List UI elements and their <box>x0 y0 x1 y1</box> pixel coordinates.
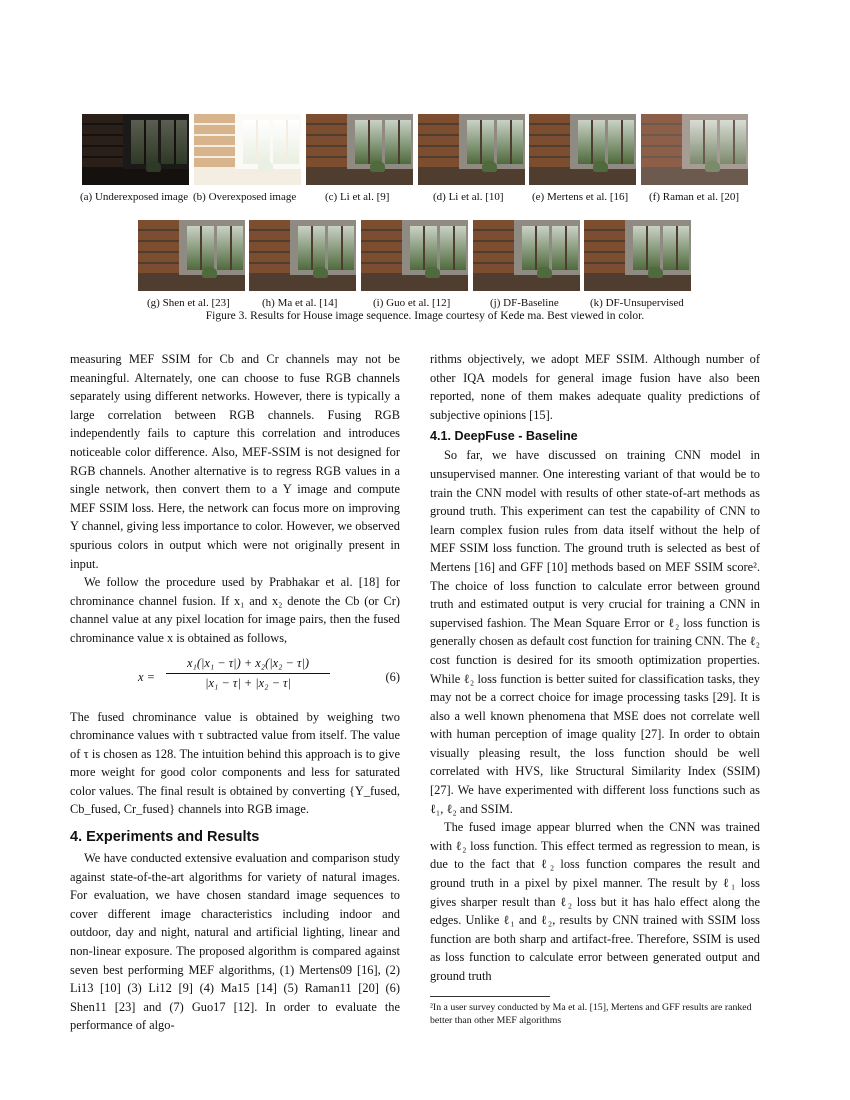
left-paragraph-1: measuring MEF SSIM for Cb and Cr channels may not be meaningful. Alternately, one can choose to fuse RGB channels separately using different networks. However, there is typically a large correlation between RGB channels. Fusing RGB independently fails to capture this correlation and introduces noticeable color difference. Also, MEF-SSIM is not designed for RGB channels. Another alternative is to regress RGB values in a single network, then convert them to a Y image and compute MEF SSIM loss. Here, the network can focus more on improving Y channel, giving less importance to color. However, we observed spurious colors in output which were not originally present in input. <box>70 352 400 571</box>
left-column <box>70 350 400 1035</box>
thumbnail-window-frame <box>646 226 648 270</box>
thumbnail-window-frame <box>733 120 735 164</box>
thumbnail-window-frame <box>591 120 593 164</box>
caption-c: (c) Li et al. [9] <box>325 191 390 203</box>
thumbnail-floor <box>641 169 748 185</box>
thumbnail-f <box>641 114 748 185</box>
caption-e: (e) Mertens et al. [16] <box>532 191 629 203</box>
caption-h: (h) Ma et al. [14] <box>262 297 338 309</box>
equation-denominator: |x₁ − τ| + |x₂ − τ| <box>205 676 291 691</box>
thumbnail-a <box>82 114 189 185</box>
thumbnail-window-frame <box>676 226 678 270</box>
thumbnail-d <box>418 114 525 185</box>
thumbnail-window-frame <box>453 226 455 270</box>
section-heading-4-1: 4.1. DeepFuse - Baseline <box>430 429 578 444</box>
thumbnail-floor <box>138 275 245 291</box>
thumbnail-floor <box>249 275 356 291</box>
thumbnail-plant <box>705 161 720 172</box>
thumbnail-h <box>249 220 356 291</box>
thumbnail-floor <box>418 169 525 185</box>
thumbnail-b <box>194 114 301 185</box>
left-paragraph-4: We have conducted extensive evaluation and comparison study against state-of-the-art algorithms for variety of natural images. For evaluation, we have chosen standard image sequences to cover different image characteristics including indoor and outdoor, day and night, natural and artificial lighting, linear and non-linear exposure. The proposed algorithm is compared against seven best performing MEF algorithms, (1) Mertens09 [16], (2) Li13 [10] (3) Li12 [9] (4) Ma15 [14] (5) Raman11 [20] (6) Shen11 [23] and (7) Guo17 [12]. In order to evaluate the performance of algo- <box>70 851 400 1033</box>
thumbnail-floor <box>529 169 636 185</box>
thumbnail-g <box>138 220 245 291</box>
thumbnail-window-frame <box>398 120 400 164</box>
thumbnail-window-frame <box>510 120 512 164</box>
caption-f: (f) Raman et al. [20] <box>649 191 740 203</box>
left-paragraph-3: The fused chrominance value is obtained by weighing two chrominance values with τ subtracted value from itself. The value of τ is chosen as 128. The intuition behind this approach is to give more weight for good color components and less for saturated color values. The final result is obtained by converting {Y_fused, Cb_fused, Cr_fused} channels into RGB image. <box>70 709 400 817</box>
thumbnail-plant <box>370 161 385 172</box>
caption-a: (a) Underexposed image <box>80 191 189 203</box>
thumbnail-floor <box>473 275 580 291</box>
thumbnail-plant <box>146 161 161 172</box>
thumbnail-window-frame <box>621 120 623 164</box>
caption-d: (d) Li et al. [10] <box>433 191 504 203</box>
thumbnail-window-frame <box>144 120 146 164</box>
thumbnail-window-frame <box>311 226 313 270</box>
thumbnail-floor <box>306 169 413 185</box>
thumbnail-k <box>584 220 691 291</box>
thumbnail-j <box>473 220 580 291</box>
equation-fraction <box>166 654 330 693</box>
thumbnail-plant <box>537 267 552 278</box>
caption-i: (i) Guo et al. [12] <box>373 297 451 309</box>
equation-lhs: x = <box>138 669 155 684</box>
thumbnail-window-frame <box>535 226 537 270</box>
thumbnail-plant <box>482 161 497 172</box>
thumbnail-plant <box>258 161 273 172</box>
right-paragraph-2: So far, we have discussed on training CNN model in unsupervised manner. One interesting variant of that would be to train the CNN model with results of other state-of-art methods as ground truth. This experiment can test the capability of CNN to learn complex fusion rules from data itself without the help of MEF SSIM loss function. The ground truth is selected as best of Mertens [16] and GFF [10] methods based on MEF SSIM score². The choice of loss function to calculate error between ground truth and estimated output is very crucial for training a CNN in supervised fashion. The Mean Square Error or ℓ₂ loss function is generally chosen as default cost function for training CNN. The ℓ₂ cost function is desired for its smooth optimization properties. While ℓ₂ loss function is better suited for classification tasks, they may not be a correct choice for image processing tasks [29]. It is also a well known phenomena that MSE does not correlate well with human perception of image quality [27]. In order to obtain visually pleasing result, the loss function should be well correlated with HVS, like Structural Similarity Index (SSIM) [27]. We have experimented with different loss functions such as ℓ₁, ℓ₂ and SSIM. <box>430 448 760 816</box>
figure-caption: Figure 3. Results for House image sequence. Image courtesy of Kede ma. Best viewed in color. <box>205 310 645 322</box>
thumbnail-window-frame <box>230 226 232 270</box>
thumbnail-plant <box>425 267 440 278</box>
thumbnail-window-frame <box>286 120 288 164</box>
thumbnail-i <box>361 220 468 291</box>
right-paragraph-3: The fused image appear blurred when the CNN was trained with ℓ₂ loss function. This effect termed as regression to mean, is due to the fact that ℓ₂ loss function compares the result and ground truth in a pixel by pixel manner. The result by ℓ₁ loss gives sharper result than ℓ₂ loss but it has halo effect along the edges. Unlike ℓ₁ and ℓ₂, results by CNN trained with SSIM loss function are both sharp and artifact-free. Therefore, SSIM is used as loss function to calculate error between generated output and ground truth <box>430 820 760 983</box>
left-paragraph-2: We follow the procedure used by Prabhakar et al. [18] for chrominance channel fusion. If x₁ and x₂ denote the Cb (or Cr) channel value at any pixel location for image pairs, then the fused chrominance value x is obtained as follows, <box>70 575 400 645</box>
thumbnail-window-frame <box>703 120 705 164</box>
thumbnail-floor <box>82 169 189 185</box>
thumbnail-plant <box>648 267 663 278</box>
thumbnail-window-frame <box>480 120 482 164</box>
caption-g: (g) Shen et al. [23] <box>147 297 230 309</box>
thumbnail-window-frame <box>565 226 567 270</box>
caption-k: (k) DF-Unsupervised <box>590 297 684 309</box>
thumbnail-window-frame <box>200 226 202 270</box>
thumbnail-plant <box>313 267 328 278</box>
thumbnail-window-frame <box>256 120 258 164</box>
thumbnail-window-frame <box>341 226 343 270</box>
footnote: ²In a user survey conducted by Ma et al. [15], Mertens and GFF results are ranked better than other MEF algorithms <box>430 1001 752 1026</box>
right-column <box>430 350 760 1027</box>
equation-number: (6) <box>385 669 400 684</box>
thumbnail-window-frame <box>368 120 370 164</box>
thumbnail-window-frame <box>174 120 176 164</box>
thumbnail-plant <box>593 161 608 172</box>
right-paragraph-1: rithms objectively, we adopt MEF SSIM. Although number of other IQA models for general image fusion have also been reported, none of them makes adequate quality predictions of subjective opinions [15]. <box>430 352 760 422</box>
thumbnail-floor <box>194 169 301 185</box>
footnote-rule <box>430 996 550 997</box>
thumbnail-floor <box>584 275 691 291</box>
thumbnail-plant <box>202 267 217 278</box>
thumbnail-window-frame <box>423 226 425 270</box>
caption-j: (j) DF-Baseline <box>490 297 559 309</box>
thumbnail-e <box>529 114 636 185</box>
thumbnail-c <box>306 114 413 185</box>
equation-numerator: x₁(|x₁ − τ|) + x₂(|x₂ − τ|) <box>166 654 330 675</box>
thumbnail-floor <box>361 275 468 291</box>
equation-6 <box>70 654 400 700</box>
section-heading-4: 4. Experiments and Results <box>70 829 260 846</box>
caption-b: (b) Overexposed image <box>193 191 297 203</box>
